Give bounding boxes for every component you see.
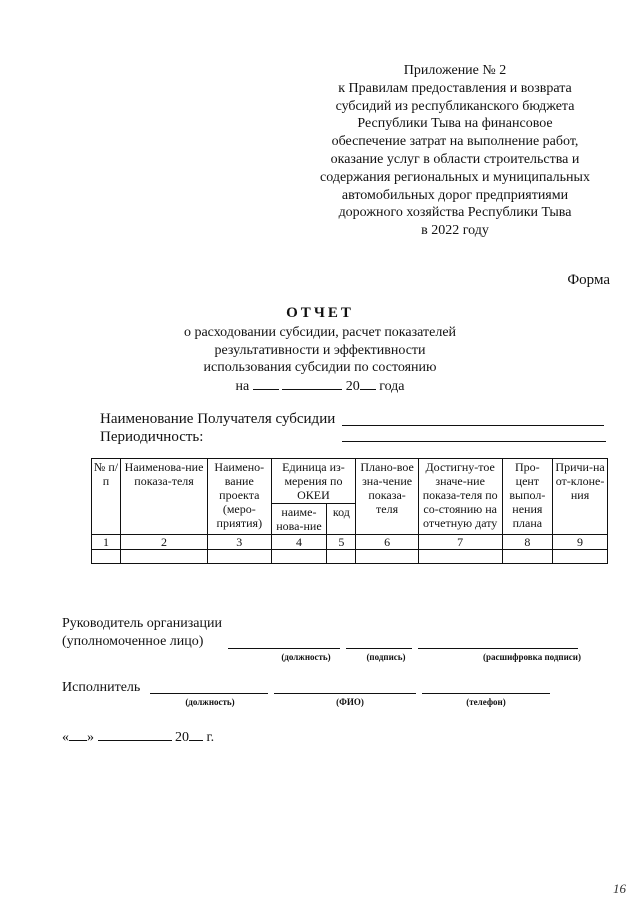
recipient-block [100, 410, 335, 446]
sign-year: 20 [175, 730, 189, 745]
executor-caption-phone: (телефон) [466, 697, 506, 707]
header-indicator: Наименова-ние показа-теля [121, 459, 208, 535]
header-unit-name: наиме-нова-ние [271, 504, 327, 535]
appendix-line: в 2022 году [421, 223, 489, 239]
table-cell[interactable] [418, 550, 502, 564]
header-percent: Про-цент выпол-нения плана [502, 459, 553, 535]
recipient-name-field[interactable] [342, 425, 604, 426]
head-caption-signature: (подпись) [366, 652, 406, 662]
header-unit-code: код [327, 504, 356, 535]
recipient-name-label: Наименование Получателя субсидии [100, 411, 336, 427]
header-planned: Плано-вое зна-чение показа-теля [356, 459, 418, 535]
appendix-line: оказание услуг в области строительства и [330, 151, 580, 167]
head-signature-label [62, 615, 222, 651]
table-cell[interactable] [121, 550, 208, 564]
header-num: № п/п [92, 459, 121, 535]
head-caption-position: (должность) [281, 652, 331, 662]
periodicity-label: Периодичность: [100, 429, 204, 445]
date-year-field[interactable] [360, 377, 376, 390]
appendix-line: субсидий из республиканского бюджета [335, 98, 575, 114]
date-year: 20 [345, 378, 360, 394]
executor-caption-name: (ФИО) [336, 697, 364, 707]
table-cell[interactable] [502, 550, 553, 564]
table-cell[interactable] [356, 550, 418, 564]
header-achieved: Достигну-тое значе-ние показа-теля по со-стоянию на отчетную дату [418, 459, 502, 535]
head-signature-field[interactable] [346, 648, 412, 649]
executor-name-field[interactable] [274, 693, 416, 694]
table-cell[interactable] [553, 550, 608, 564]
column-number: 3 [208, 535, 271, 550]
table-data-row [92, 550, 608, 564]
report-subtitle-1: о расходовании субсидии, расчет показателей [183, 325, 457, 340]
report-title: ОТЧЕТ [286, 305, 354, 321]
head-position-field[interactable] [228, 648, 340, 649]
table-cell[interactable] [208, 550, 271, 564]
table-cell[interactable] [271, 550, 327, 564]
sign-date-suffix: г. [206, 730, 215, 745]
date-day-field[interactable] [253, 377, 279, 390]
table-header-row [92, 459, 608, 504]
appendix-line: дорожного хозяйства Республики Тыва [338, 205, 572, 221]
appendix-line: Республики Тыва на финансовое [357, 116, 553, 132]
table-column-numbers-row [92, 535, 608, 550]
executor-label: Исполнитель [62, 680, 141, 695]
date-month-field[interactable] [282, 377, 342, 390]
sign-day-field[interactable] [69, 728, 87, 741]
appendix-line: обеспечение затрат на выполнение работ, [331, 134, 579, 150]
executor-phone-field[interactable] [422, 693, 550, 694]
page-number: 16 [613, 881, 626, 896]
sign-month-field[interactable] [98, 728, 172, 741]
report-title-block [120, 305, 520, 395]
appendix-line: автомобильных дорог предприятиями [341, 187, 569, 203]
date-prefix: на [235, 378, 250, 394]
report-subtitle-2: результативности и эффективности [214, 342, 426, 358]
appendix-header [300, 62, 610, 240]
executor-position-field[interactable] [150, 693, 268, 694]
form-label: Форма [567, 272, 610, 288]
column-number: 6 [356, 535, 418, 550]
column-number: 9 [553, 535, 608, 550]
sign-year-field[interactable] [189, 728, 203, 741]
appendix-line: к Правилам предоставления и возврата [338, 80, 572, 96]
date-open-quote: « [62, 730, 69, 745]
report-table [91, 458, 608, 564]
column-number: 5 [327, 535, 356, 550]
appendix-line: содержания региональных и муниципальных [320, 169, 590, 185]
header-project: Наимено-вание проекта (меро-приятия) [208, 459, 271, 535]
column-number: 1 [92, 535, 121, 550]
appendix-line: Приложение № 2 [403, 63, 507, 78]
periodicity-field[interactable] [342, 441, 606, 442]
date-suffix: года [379, 378, 405, 394]
header-reasons: Причи-на от-клоне-ния [553, 459, 608, 535]
executor-caption-position: (должность) [185, 697, 235, 707]
date-close-quote: » [87, 730, 94, 745]
head-name-field[interactable] [418, 648, 578, 649]
head-label-1: Руководитель организации [62, 616, 222, 631]
header-unit: Единица из-мерения по ОКЕИ [271, 459, 356, 504]
head-label-2: (уполномоченное лицо) [62, 634, 204, 649]
column-number: 7 [418, 535, 502, 550]
column-number: 8 [502, 535, 553, 550]
column-number: 4 [271, 535, 327, 550]
column-number: 2 [121, 535, 208, 550]
table-cell[interactable] [92, 550, 121, 564]
report-subtitle-3: использования субсидии по состоянию [203, 360, 437, 375]
head-caption-name: (расшифровка подписи) [483, 652, 581, 662]
table-cell[interactable] [327, 550, 356, 564]
signature-date-line [62, 728, 214, 746]
report-date-line [120, 377, 520, 396]
